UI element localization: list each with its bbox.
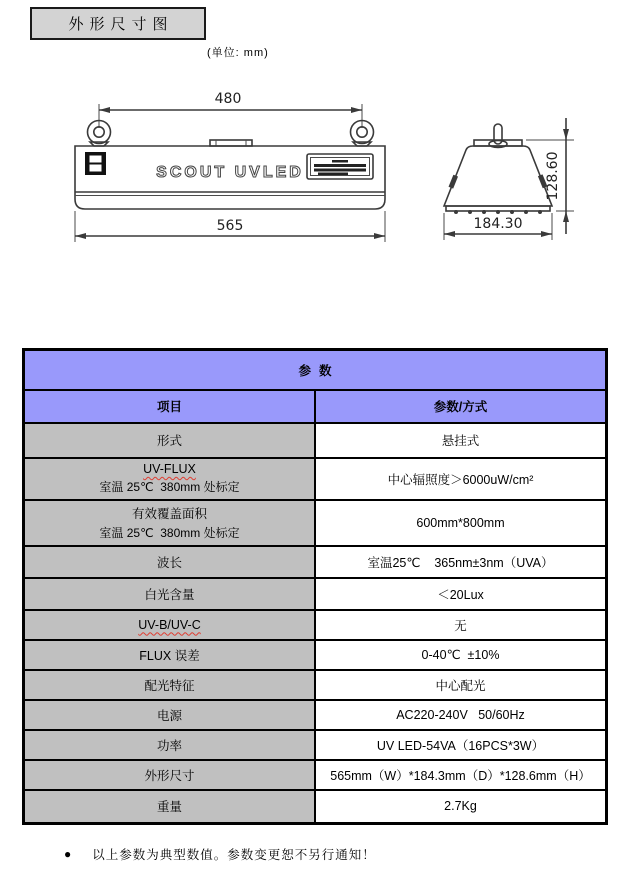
param-name-cell	[24, 610, 316, 640]
table-title-row	[24, 350, 607, 390]
param-value-cell: AC220-240V 50/60Hz	[315, 700, 607, 730]
param-value-cell: 2.7Kg	[315, 790, 607, 824]
side-eyebolt-icon	[489, 124, 507, 148]
table-row	[24, 458, 607, 500]
page-title	[30, 7, 206, 40]
param-name-condition: 室温 25℃ 380mm 处标定	[99, 526, 240, 540]
column-header-item: 项目	[24, 390, 316, 423]
front-dim-bottom-label: 565	[216, 218, 244, 234]
param-name-cell: 形式	[24, 423, 316, 458]
param-name-cell	[24, 458, 316, 500]
indicator-window-icon	[85, 152, 106, 175]
param-value-cell: UV LED-54VA（16PCS*3W）	[315, 730, 607, 760]
dimension-drawing	[0, 82, 626, 272]
param-name-cell: 白光含量	[24, 578, 316, 610]
param-value-cell: 中心辐照度＞6000uW/cm²	[315, 458, 607, 500]
footnote	[64, 845, 376, 863]
param-value-cell: 中心配光	[315, 670, 607, 700]
param-value-cell: 无	[315, 610, 607, 640]
param-name-cell: 功率	[24, 730, 316, 760]
param-name-cell: 外形尺寸	[24, 760, 316, 790]
param-value-cell: 565mm（W）*184.3mm（D）*128.6mm（H）	[315, 760, 607, 790]
table-row	[24, 700, 607, 730]
param-name-cell: 电源	[24, 700, 316, 730]
param-value-cell: ＜20Lux	[315, 578, 607, 610]
front-view	[75, 91, 385, 242]
bullet-icon: ●	[64, 847, 73, 861]
param-value-cell: 悬挂式	[315, 423, 607, 458]
param-value-cell: 600mm*800mm	[315, 500, 607, 546]
param-name-main: UV-FLUX	[143, 462, 196, 476]
product-label-plate	[307, 154, 373, 179]
table-row	[24, 790, 607, 824]
front-brand-label: SCOUT UVLED	[156, 164, 304, 181]
unit-note: (单位: mm)	[207, 47, 269, 59]
param-name-cell: 配光特征	[24, 670, 316, 700]
side-dim-width-label: 184.30	[473, 216, 523, 232]
table-row	[24, 760, 607, 790]
param-value-cell: 0-40℃ ±10%	[315, 640, 607, 670]
column-header-value: 参数/方式	[315, 390, 607, 423]
side-view	[444, 118, 574, 240]
footnote-text: 以上参数为典型数值。参数变更恕不另行通知！	[92, 848, 376, 862]
param-name-cell: FLUX 误差	[24, 640, 316, 670]
param-name-cell: 波长	[24, 546, 316, 578]
param-name-main: UV-B/UV-C	[138, 617, 201, 632]
param-name-cell	[24, 500, 316, 546]
table-row	[24, 640, 607, 670]
page-title-label: 外形尺寸图	[68, 16, 174, 33]
table-row	[24, 500, 607, 546]
param-name-cell: 重量	[24, 790, 316, 824]
parameter-table	[22, 348, 608, 825]
table-row	[24, 670, 607, 700]
table-row	[24, 578, 607, 610]
table-row	[24, 610, 607, 640]
param-name-main: 有效覆盖面积	[131, 507, 207, 521]
param-value-cell: 室温25℃ 365nm±3nm（UVA）	[315, 546, 607, 578]
table-row	[24, 730, 607, 760]
table-title: 参数	[24, 350, 607, 390]
table-header-row	[24, 390, 607, 423]
table-row	[24, 423, 607, 458]
front-dim-top-label: 480	[214, 91, 242, 107]
param-name-condition: 室温 25℃ 380mm 处标定	[99, 480, 240, 494]
table-row	[24, 546, 607, 578]
side-dim-height-label: 128.60	[545, 151, 561, 201]
